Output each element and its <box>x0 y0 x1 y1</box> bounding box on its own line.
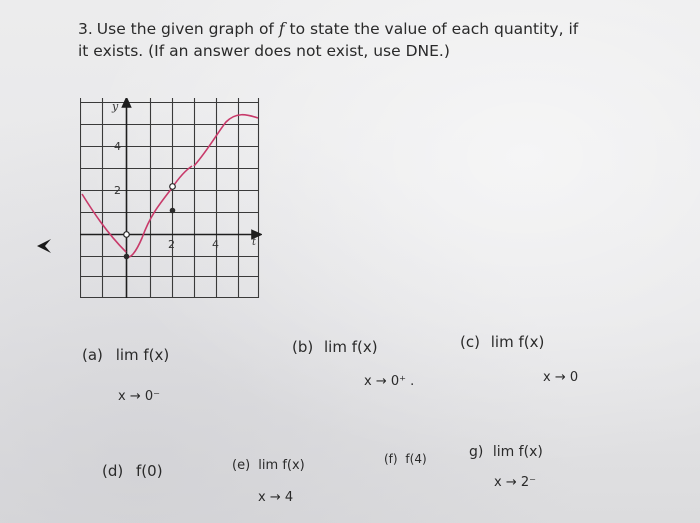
question-line-2: it exists. (If an answer does not exist, use DNE.) <box>78 42 450 60</box>
question-text <box>78 18 638 62</box>
part-b <box>292 338 378 356</box>
part-f-expression: f(4) <box>405 452 427 466</box>
graph-axes <box>80 98 261 298</box>
y-tick-label: 2 <box>114 184 121 197</box>
part-a-subscript: x → 0⁻ <box>118 389 160 404</box>
closed-point <box>170 208 176 214</box>
x-tick-label: 4 <box>212 238 219 251</box>
part-b-expression: lim f(x) <box>324 338 378 356</box>
curve-right-branch <box>194 115 258 166</box>
closed-point <box>124 254 130 260</box>
question-number: 3. <box>78 20 93 38</box>
part-e-expression: lim f(x) <box>258 458 305 473</box>
part-e-label: (e) <box>232 458 251 473</box>
part-g <box>469 444 543 460</box>
part-f <box>384 452 427 466</box>
x-axis-label: t <box>252 237 257 248</box>
part-f-label: (f) <box>384 452 398 466</box>
curve-middle-branch <box>126 166 192 257</box>
curve-left-branch <box>82 194 126 252</box>
part-a <box>82 346 169 364</box>
open-point <box>170 184 176 190</box>
y-axis-label: y <box>112 100 119 113</box>
part-d <box>102 462 163 480</box>
function-name: f <box>278 20 285 38</box>
part-e <box>232 458 305 473</box>
function-graph <box>80 98 262 300</box>
y-tick-label: 4 <box>114 140 121 153</box>
part-a-label: (a) <box>82 346 103 364</box>
question-line-1 <box>78 18 638 40</box>
part-b-subscript: x → 0⁺ . <box>364 374 415 389</box>
part-a-expression: lim f(x) <box>115 346 170 364</box>
part-g-label: g) <box>469 444 484 460</box>
part-c <box>460 333 544 351</box>
part-d-expression: f(0) <box>136 462 163 480</box>
part-c-expression: lim f(x) <box>490 333 545 351</box>
graph-grid <box>80 98 259 298</box>
part-g-expression: lim f(x) <box>492 444 543 460</box>
part-c-subscript: x → 0 <box>543 370 579 385</box>
part-b-label: (b) <box>292 338 314 356</box>
question-line-1-end: to state the value of each quantity, if <box>284 20 579 38</box>
part-d-label: (d) <box>102 462 124 480</box>
part-g-subscript: x → 2⁻ <box>494 475 536 490</box>
part-c-label: (c) <box>460 333 480 351</box>
x-tick-label: 2 <box>168 238 175 251</box>
mouse-cursor-icon <box>36 238 52 254</box>
part-e-subscript: x → 4 <box>258 490 294 505</box>
open-point <box>124 232 130 238</box>
y-axis-arrow <box>123 98 131 107</box>
question-line-1-start: Use the given graph of <box>96 20 279 38</box>
